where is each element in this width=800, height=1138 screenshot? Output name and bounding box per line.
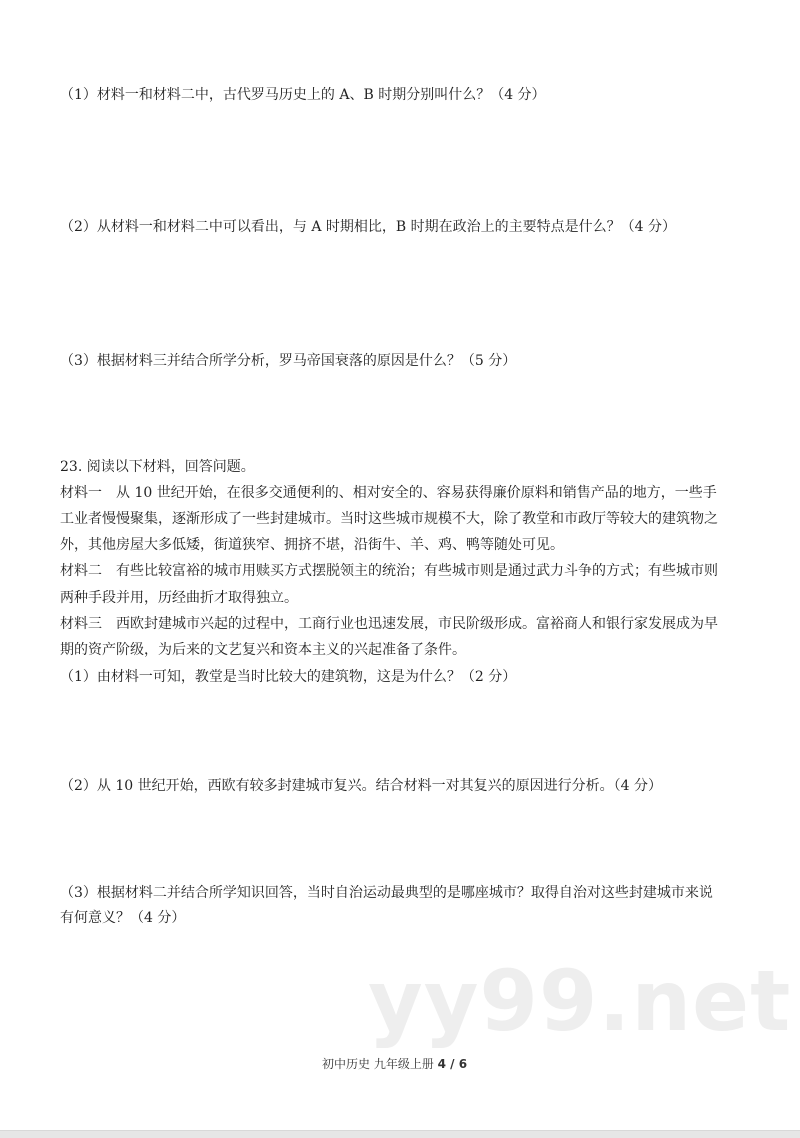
q23-title: 23. 阅读以下材料，回答问题。 (60, 459, 255, 475)
material-2-line: 材料二 有些比较富裕的城市用赎买方式摆脱领主的统治；有些城市则是通过武力斗争的方式；有些城市则 (60, 563, 718, 579)
q22-sub1: （1）材料一和材料二中，古代罗马历史上的 A、B 时期分别叫什么？（4 分） (60, 87, 546, 103)
footer-subject: 初中历史 九年级上册 (322, 1057, 434, 1071)
material-3-line: 期的资产阶级，为后来的文艺复兴和资本主义的兴起准备了条件。 (60, 642, 466, 658)
page-footer (322, 1056, 467, 1072)
q23-sub2: （2）从 10 世纪开始，西欧有较多封建城市复兴。结合材料一对其复兴的原因进行分析。（4 分） (60, 778, 662, 794)
q23-sub1: （1）由材料一可知，教堂是当时比较大的建筑物，这是为什么？（2 分） (60, 669, 517, 685)
q22-sub3: （3）根据材料三并结合所学分析，罗马帝国衰落的原因是什么？（5 分） (60, 353, 517, 369)
material-2-line: 两种手段并用，历经曲折才取得独立。 (60, 590, 298, 606)
material-1-line: 外，其他房屋大多低矮，街道狭窄、拥挤不堪，沿街牛、羊、鸡、鸭等随处可见。 (60, 537, 564, 553)
q23-sub3-line: 有何意义？（4 分） (60, 910, 186, 926)
q23-sub3-line: （3）根据材料二并结合所学知识回答，当时自治运动最典型的是哪座城市？取得自治对这些封建城市来说 (60, 885, 713, 901)
material-1-line: 工业者慢慢聚集，逐渐形成了一些封建城市。当时这些城市规模不大，除了教堂和市政厅等较大的建筑物之 (60, 511, 718, 527)
page-number: 4 / 6 (437, 1057, 468, 1071)
q22-sub2: （2）从材料一和材料二中可以看出，与 A 时期相比，B 时期在政治上的主要特点是什么？（4 分） (60, 219, 677, 235)
watermark: yy99.net (368, 952, 792, 1050)
material-1-line: 材料一 从 10 世纪开始，在很多交通便利的、相对安全的、容易获得廉价原料和销售产品的地方，一些手 (60, 485, 717, 501)
material-3-line: 材料三 西欧封建城市兴起的过程中，工商行业也迅速发展，市民阶级形成。富裕商人和银行家发展成为早 (60, 616, 718, 632)
